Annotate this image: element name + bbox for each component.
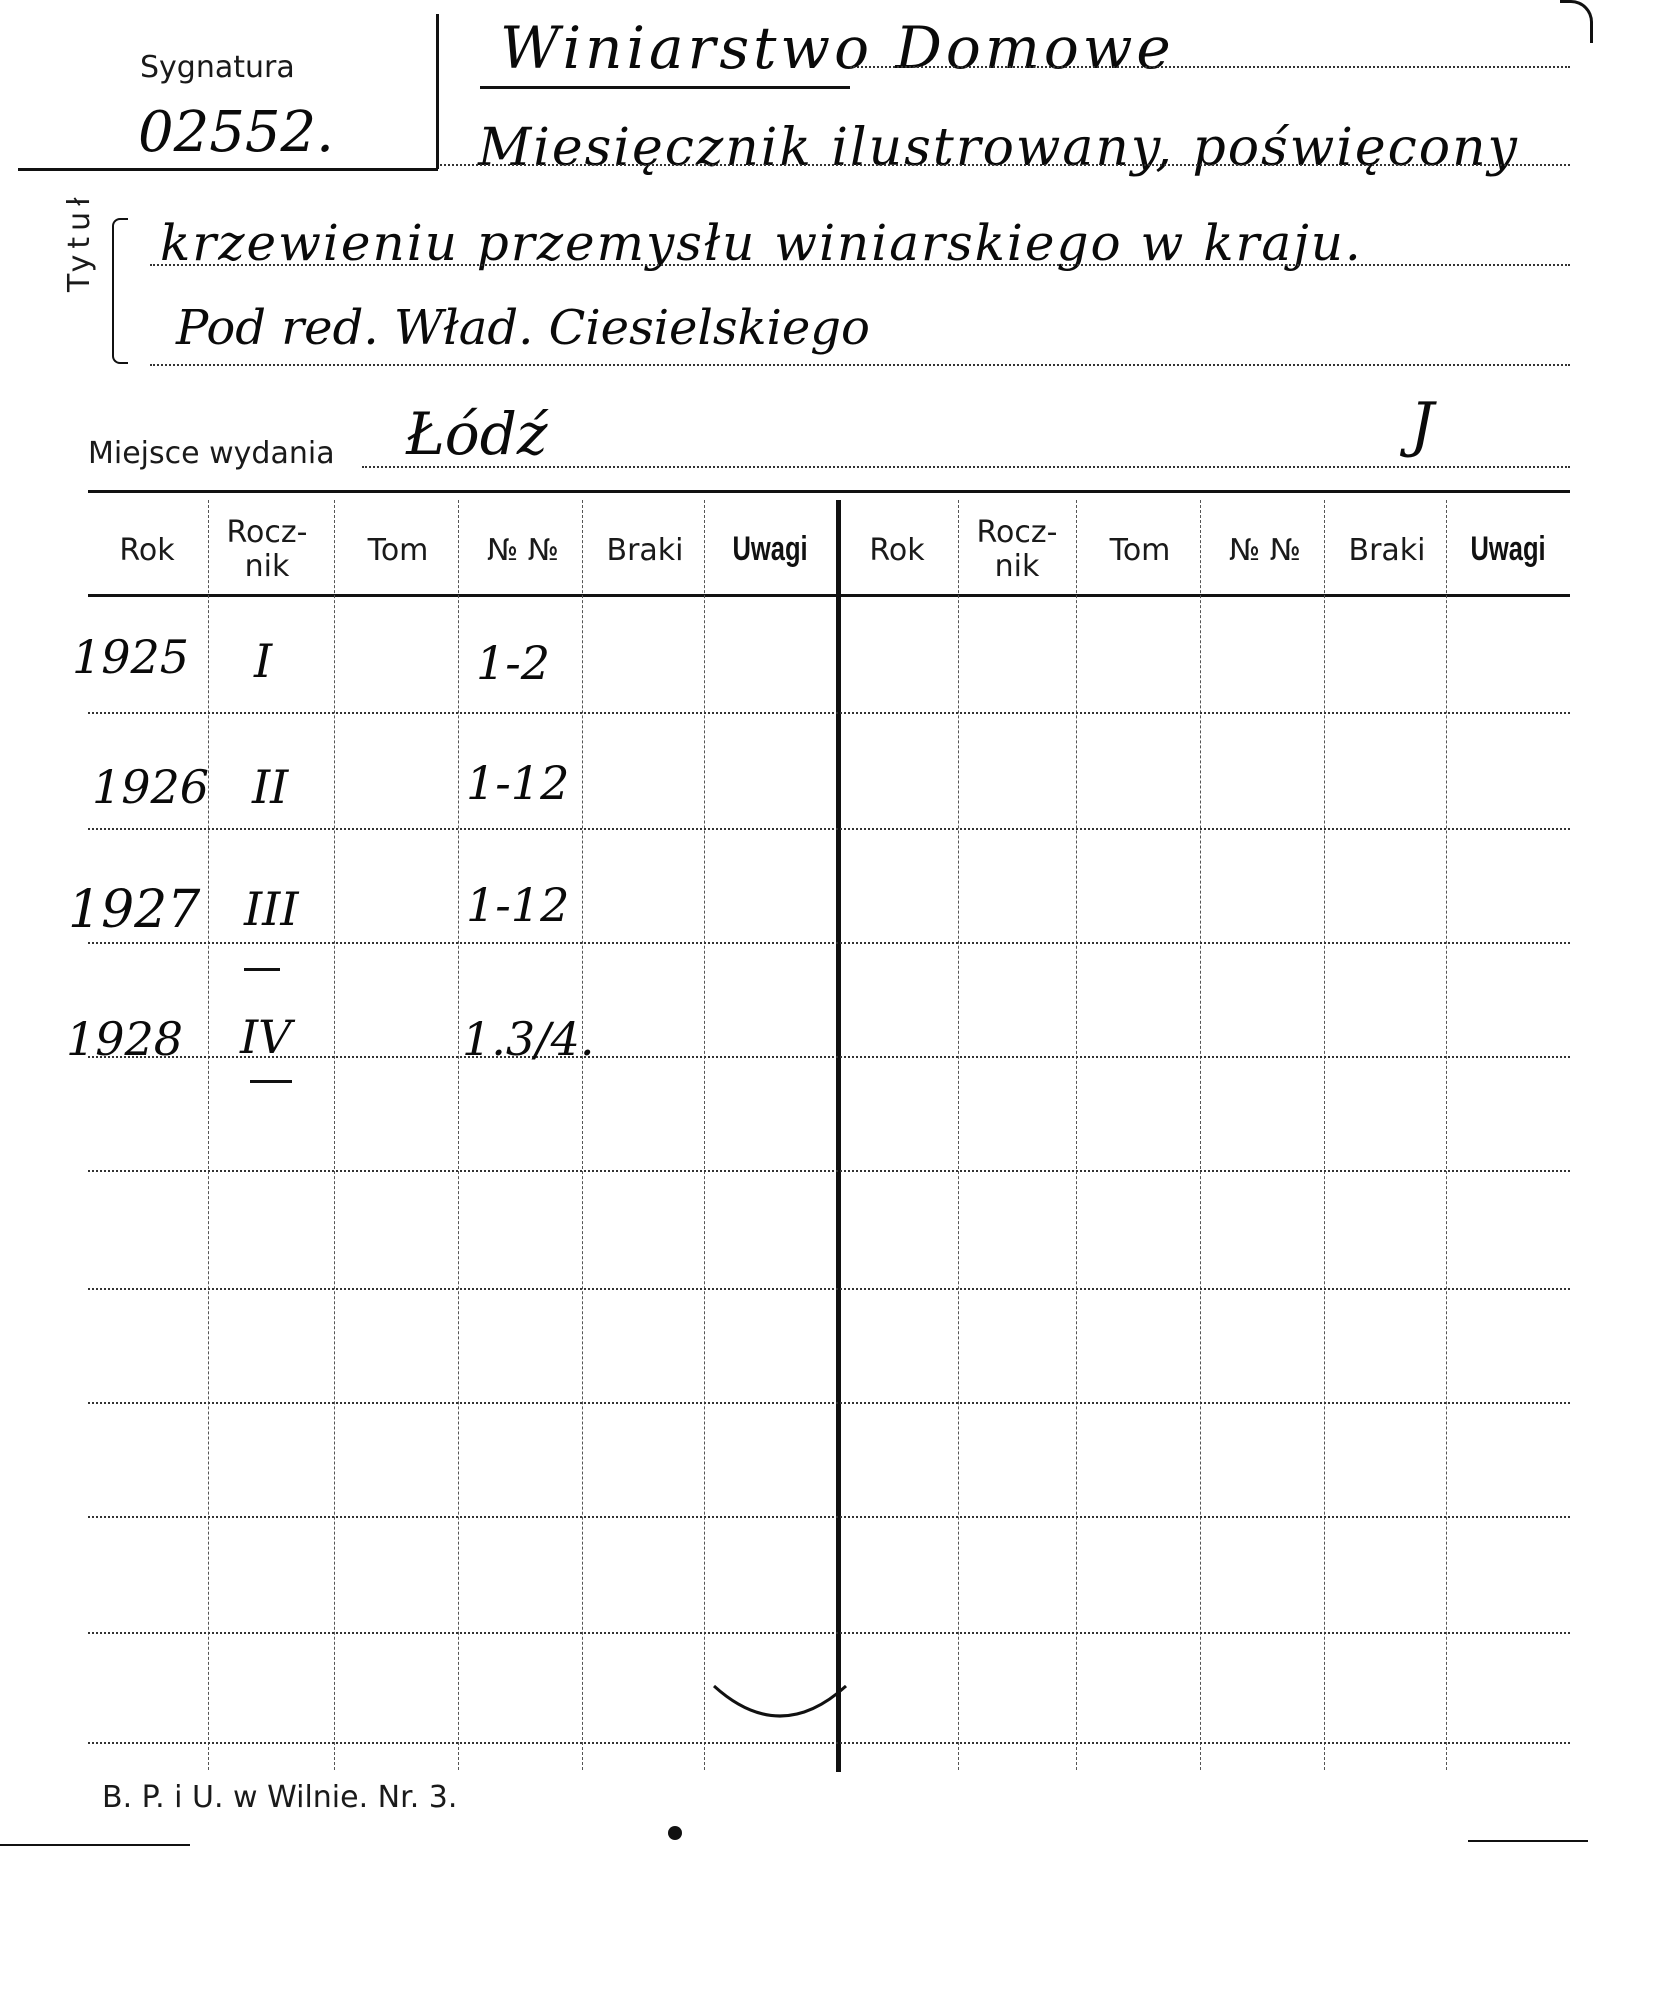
row-4-rocznik-underline (250, 1080, 292, 1083)
col-numery: № № (487, 533, 559, 568)
col-uwagi-2 (1448, 532, 1568, 568)
tytul-brace (112, 218, 128, 364)
col-sep (704, 500, 705, 1770)
place-label: Miejsce wydania (88, 436, 335, 471)
table-top-rule (88, 490, 1570, 493)
col-sep (1076, 500, 1077, 1770)
col-uwagi-text: Uwagi (732, 530, 808, 568)
place-value: Łódź (406, 400, 548, 468)
title-dotline-2 (440, 164, 1570, 166)
sygnatura-underline (18, 168, 438, 171)
col-numery-2: № № (1229, 533, 1301, 568)
row-rule (88, 1288, 1570, 1290)
row-3-rocznik-overline (244, 968, 280, 971)
col-tom: Tom (367, 533, 429, 568)
row-2-rok: 1926 (92, 760, 210, 814)
row-2-rocznik: II (252, 760, 289, 814)
tytul-label: Tytuł (62, 191, 97, 292)
footer-printer: B. P. i U. w Wilnie. Nr. 3. (102, 1780, 458, 1815)
row-rule (88, 942, 1570, 944)
title-line-2: Miesięcznik ilustrowany, poświęcony (478, 118, 1519, 178)
place-mark: J (1410, 390, 1435, 460)
title-line-1-underline (480, 86, 850, 89)
col-rocznik: Rocz- nik (226, 515, 308, 584)
col-uwagi (706, 532, 834, 568)
row-rule (88, 1170, 1570, 1172)
title-dotline-3 (150, 264, 1570, 266)
ink-dot (668, 1826, 682, 1840)
col-sep (958, 500, 959, 1770)
col-sep (582, 500, 583, 1770)
col-rocznik-2: Rocz- nik (976, 515, 1058, 584)
row-4-rocznik: IV (240, 1010, 292, 1064)
col-braki: Braki (606, 533, 684, 568)
row-1-rocznik: I (254, 634, 273, 688)
punch-hole-arc (710, 1676, 850, 1756)
title-line-4: Pod red. Wład. Ciesielskiego (176, 300, 870, 356)
row-rule (88, 1632, 1570, 1634)
row-rule (88, 712, 1570, 714)
row-1-numery: 1-2 (476, 636, 551, 690)
col-rok-2: Rok (869, 533, 925, 568)
col-sep (334, 500, 335, 1770)
row-4-rok: 1928 (66, 1012, 184, 1066)
col-sep (1200, 500, 1201, 1770)
row-1-rok: 1925 (72, 630, 190, 684)
row-rule (88, 1402, 1570, 1404)
card-right-edge (1560, 0, 1593, 43)
card-bottom-edge-right (1468, 1840, 1588, 1842)
title-dotline-1 (850, 66, 1570, 68)
title-dotline-4 (150, 364, 1570, 366)
row-rule (88, 1516, 1570, 1518)
col-rok: Rok (119, 533, 175, 568)
col-braki-2: Braki (1348, 533, 1426, 568)
row-3-numery: 1-12 (466, 878, 570, 932)
col-sep (208, 500, 209, 1770)
title-line-3: krzewieniu przemysłu winiarskiego w kraju. (160, 214, 1363, 272)
row-rule (88, 1056, 1570, 1058)
place-dotline (362, 466, 1570, 468)
row-4-numery: 1.3/4. (462, 1012, 595, 1066)
col-tom-2: Tom (1109, 533, 1171, 568)
col-uwagi-2-text: Uwagi (1470, 530, 1546, 568)
sygnatura-label: Sygnatura (140, 50, 295, 85)
col-sep (458, 500, 459, 1770)
table-center-divider (836, 500, 841, 1772)
row-3-rok: 1927 (68, 880, 201, 940)
sygnatura-value: 02552. (138, 100, 334, 165)
row-3-rocznik: III (244, 882, 299, 936)
row-rule (88, 828, 1570, 830)
col-sep (1324, 500, 1325, 1770)
col-sep (1446, 500, 1447, 1770)
sygnatura-divider (436, 14, 439, 169)
row-2-numery: 1-12 (466, 756, 570, 810)
card-bottom-edge-left (0, 1844, 190, 1846)
title-line-1: Winiarstwo Domowe (500, 14, 1175, 82)
table-header-rule (88, 594, 1570, 597)
